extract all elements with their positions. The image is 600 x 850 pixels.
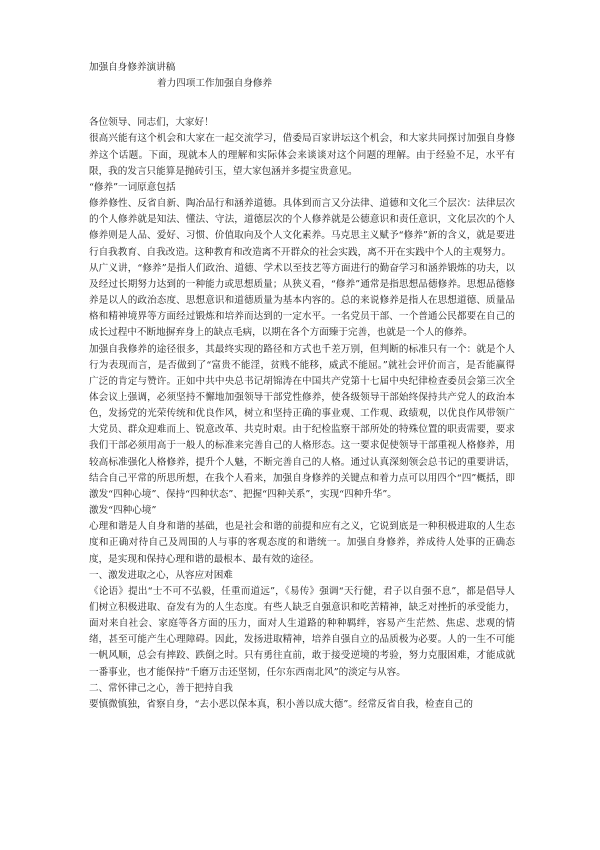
body-paragraph: 《论语》提出“士不可不弘毅，任重而道远”，《易传》强调“天行健，君子以自强不息”，都是倡导人们树立积极进取、奋发有为的人生态度。有些人缺乏自强意识和吃苦精神，缺乏对挫折的承受能力，面对来自社会、家庭等各方面的压力，面对人生道路的种种羁绊，容易产生茫然、焦虑、悲观的情绪，甚至可能产生心理障碍。因此，发扬进取精神，培养自强自立的品质极为必要。人的一生不可能一帆风顺，总会有摔跤、跌倒之时。只有勇往直前，敢于接受逆境的考验，努力克服困难，才能成就一番事业，也才能保持“千磨万击还坚韧，任尔东西南北风”的淡定与从容。 <box>89 585 515 678</box>
body-paragraph: 从广义讲，“修养”是指人们政治、道德、学术以至技艺等方面进行的勤奋学习和涵养锻炼的功夫，以及经过长期努力达到的一种能力或思想质量；从狭义看，“修养”通常是指思想品德修养。思想品德修养是以人的政治态度、思想意识和道德质量为基本内容的。总的来说修养是指人在思想道德、质量品格和精神境界等方面经过锻炼和培养而达到的一定水平。一名党员干部、一个普通公民都要在自己的成长过程中不断地摒弃身上的缺点毛病，以期在各个方面臻于完善，也就是一个人的修养。 <box>89 262 515 339</box>
title-spacer <box>89 92 515 115</box>
document-subtitle: 着力四项工作加强自身修养 <box>157 78 273 90</box>
greeting: 各位领导、同志们，大家好！ <box>89 117 214 129</box>
subsection-heading-2: 二、常怀律己之心，善于把持自我 <box>89 682 233 694</box>
body-paragraph: 心理和谐是人自身和谐的基础，也是社会和谐的前提和应有之义，它说到底是一种积极进取的人生态度和正确对待自己及周围的人与事的客观态度的和谐统一。加强自身修养，养成待人处事的正确态度，是实现和保持心理和谐的最根本、最有效的途径。 <box>89 521 515 565</box>
body-paragraph: 修养修性、反省自新、陶冶品行和涵养道德。具体到而言又分法律、道德和文化三个层次：法律层次的个人修养就是知法、懂法、守法，道德层次的个人修养就是公德意识和责任意识，文化层次的个人修养则是人品、爱好、习惯、价值取向及个人文化素养。马克思主义赋予“修养”新的含义，就是要进行自我教育、自我改造。这种教育和改造离不开群众的社会实践，离不开在实践中个人的主观努力。 <box>89 198 515 258</box>
document-title: 加强自身修养演讲稿 <box>89 62 176 73</box>
body-paragraph-continued: 要慎微慎独，省察自身，“去小恶以保本真，积小善以成大德”。经常反省自我，检查自己的 <box>89 698 473 710</box>
section-heading-four-moods: 激发“四种心境” <box>89 505 157 517</box>
document-page <box>89 60 515 713</box>
subsection-heading-1: 一、激发进取之心，从容应对困难 <box>89 569 233 581</box>
intro-paragraph: 很高兴能有这个机会和大家在一起交流学习，借委局百家讲坛这个机会，和大家共同探讨加强自身修养这个话题。下面，现就本人的理解和实际体会来谈谈对这个问题的理解。由于经验不足，水平有限，我的发言只能算是抛砖引玉，望大家包涵并多提宝贵意见。 <box>89 133 515 177</box>
body-paragraph: 加强自我修养的途径很多，其最终实现的路径和方式也千差万别，但判断的标准只有一个：就是个人行为表现而言，是否做到了“富贵不能淫，贫贱不能移，威武不能屈。”就社会评价而言，是否能赢得广泛的肯定与赞许。正如中共中央总书记胡锦涛在中国共产党第十七届中央纪律检查委员会第三次全体会议上强调，必须坚持不懈地加强领导干部党性修养，使各级领导干部始终保持共产党人的政治本色，发扬党的光荣传统和优良作风，树立和坚持正确的事业观、工作观、政绩观，以优良作风带领广大党员、群众迎难而上、锐意改革、共克时艰。由于纪检监察干部所处的特殊位置的职责需要，要求我们干部必须用高于一般人的标准来完善自己的人格形态。这一要求促使领导干部重视人格修养，用较高标准强化人格修养，提升个人魅，不断完善自己的人格。通过认真深刻领会总书记的重要讲话，结合自己平常的所思所想，在我个人看来，加强自身修养的关键点和着力点可以用四个“四”概括，即激发“四种心境”、保持“四种状态”、把握“四种关系”，实现“四种升华”。 <box>89 343 515 500</box>
section-heading-definition: “修养”一词原意包括 <box>89 181 176 193</box>
